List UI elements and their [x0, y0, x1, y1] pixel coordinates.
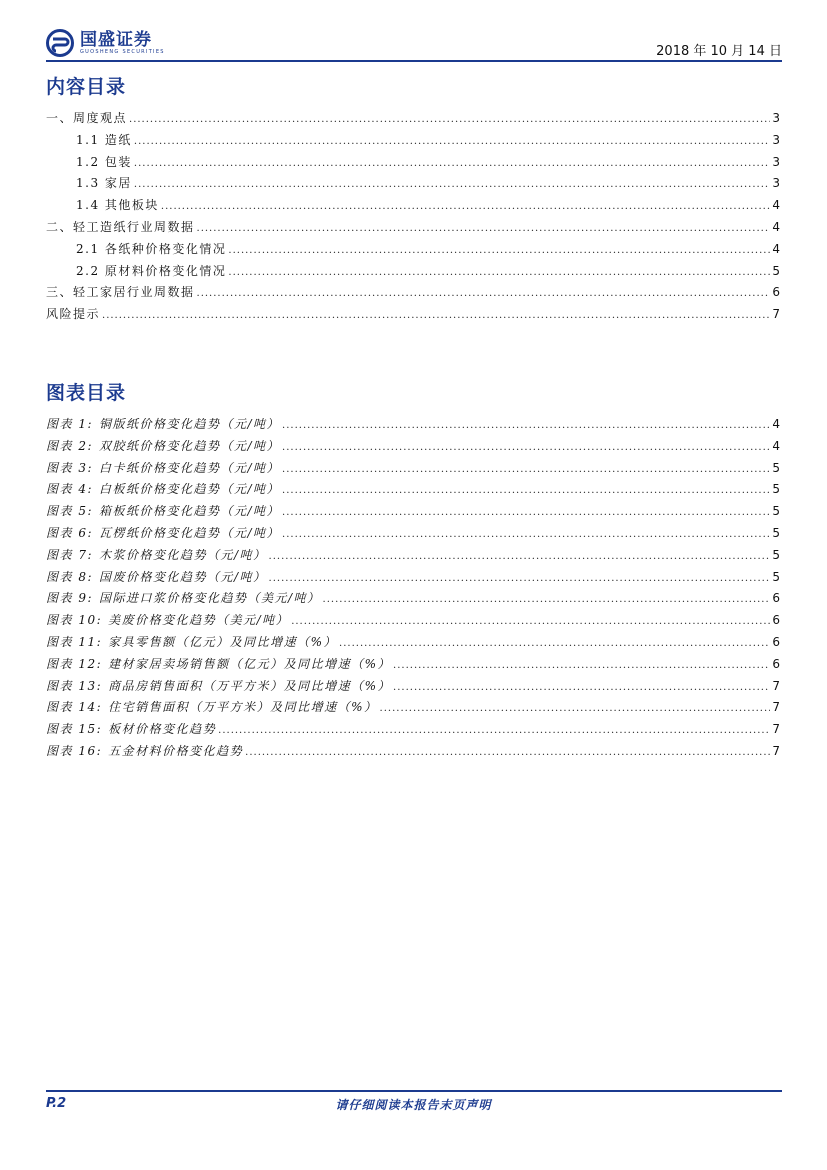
dot-leader — [282, 437, 770, 459]
figure-label: 美废价格变化趋势（美元/吨） — [108, 613, 290, 628]
figure-number: 图表 4: — [46, 482, 93, 497]
figure-label: 双胶纸价格变化趋势（元/吨） — [99, 438, 281, 453]
toc-entry-label: 2.1 各纸种价格变化情况 — [76, 241, 227, 256]
toc-entry[interactable] — [46, 108, 780, 130]
page-number: P.2 — [46, 1096, 67, 1111]
figure-entry[interactable] — [46, 697, 780, 719]
dot-leader — [197, 218, 771, 240]
toc-entry[interactable] — [46, 173, 780, 195]
figure-caption — [46, 632, 337, 654]
page-ref: 7 — [772, 722, 780, 737]
disclaimer-note: 请仔细阅读本报告末页声明 — [335, 1098, 492, 1112]
toc-entry[interactable] — [46, 282, 780, 304]
dot-leader — [282, 524, 770, 546]
figure-number: 图表 16: — [46, 743, 103, 758]
toc-entry[interactable] — [46, 239, 780, 261]
figure-entry[interactable] — [46, 479, 780, 501]
dot-leader — [134, 174, 770, 196]
figure-caption — [46, 676, 391, 698]
figure-entry[interactable] — [46, 567, 780, 589]
figure-entry[interactable] — [46, 414, 780, 436]
toc-entry[interactable] — [46, 217, 780, 239]
figure-label: 五金材料价格变化趋势 — [108, 743, 244, 758]
toc-entry[interactable] — [46, 261, 780, 283]
logo-english-name: GUOSHENG SECURITIES — [80, 48, 165, 55]
dot-leader — [269, 568, 771, 590]
figure-entry[interactable] — [46, 545, 780, 567]
figure-caption — [46, 501, 280, 523]
figure-caption — [46, 697, 378, 719]
toc-entry[interactable] — [46, 195, 780, 217]
dot-leader — [129, 109, 770, 131]
dot-leader — [269, 546, 771, 568]
figure-label: 铜版纸价格变化趋势（元/吨） — [99, 417, 281, 431]
logo — [46, 26, 165, 60]
figure-label: 国际进口浆价格变化趋势（美元/吨） — [99, 591, 321, 606]
dot-leader — [339, 633, 770, 655]
figure-label: 白板纸价格变化趋势（元/吨） — [99, 482, 281, 497]
figure-number: 图表 3: — [46, 460, 93, 475]
dot-leader — [282, 415, 770, 437]
dot-leader — [282, 480, 770, 502]
page-ref: 5 — [772, 569, 780, 584]
page-ref: 6 — [772, 634, 780, 649]
page-ref: 5 — [772, 525, 780, 540]
page-header — [46, 26, 782, 62]
figure-number: 图表 7: — [46, 547, 93, 562]
figure-label: 建材家居卖场销售额（亿元）及同比增速（%） — [108, 656, 392, 671]
figure-caption — [46, 479, 280, 501]
figure-number: 图表 5: — [46, 504, 93, 519]
figure-number: 图表 8: — [46, 569, 93, 584]
page-ref: 6 — [772, 656, 780, 671]
dot-leader — [393, 677, 770, 699]
figure-label: 白卡纸价格变化趋势（元/吨） — [99, 460, 281, 475]
page-ref: 4 — [772, 438, 780, 453]
figure-caption — [46, 741, 243, 763]
toc-title: 内容目录 — [46, 76, 127, 98]
figure-entry[interactable] — [46, 588, 780, 610]
dot-leader — [218, 720, 770, 742]
figures-title: 图表目录 — [46, 382, 127, 404]
page-ref: 4 — [772, 417, 780, 431]
dot-leader — [134, 131, 770, 153]
figure-number: 图表 10: — [46, 613, 103, 628]
toc-entry-label: 1.2 包装 — [76, 154, 132, 169]
header-divider — [46, 60, 782, 62]
page-ref: 5 — [772, 504, 780, 519]
figure-entry[interactable] — [46, 436, 780, 458]
page-ref: 3 — [772, 111, 780, 125]
figure-caption — [46, 545, 267, 567]
figure-label: 箱板纸价格变化趋势（元/吨） — [99, 504, 281, 519]
page-ref: 5 — [772, 263, 780, 278]
figure-caption — [46, 654, 391, 676]
toc-entry[interactable] — [46, 304, 780, 326]
page-ref: 7 — [772, 700, 780, 715]
page-ref: 7 — [772, 743, 780, 758]
report-date: 2018 年 10 月 14 日 — [656, 44, 782, 59]
page-ref: 5 — [772, 547, 780, 562]
page-ref: 7 — [772, 307, 780, 322]
dot-leader — [282, 459, 770, 481]
page-ref: 3 — [772, 154, 780, 169]
figure-number: 图表 2: — [46, 438, 93, 453]
figure-label: 瓦楞纸价格变化趋势（元/吨） — [99, 525, 281, 540]
page-ref: 6 — [772, 591, 780, 606]
dot-leader — [291, 611, 770, 633]
toc-entry-label: 三、轻工家居行业周数据 — [46, 285, 195, 300]
toc-entry[interactable] — [46, 130, 780, 152]
dot-leader — [380, 698, 771, 720]
dot-leader — [134, 153, 770, 175]
figure-number: 图表 6: — [46, 525, 93, 540]
figure-caption — [46, 719, 216, 741]
figure-caption — [46, 610, 289, 632]
figure-label: 商品房销售面积（万平方米）及同比增速（%） — [108, 678, 392, 693]
figure-label: 家具零售额（亿元）及同比增速（%） — [108, 634, 338, 649]
figure-label: 住宅销售面积（万平方米）及同比增速（%） — [108, 700, 378, 715]
figure-number: 图表 14: — [46, 700, 103, 715]
toc-entry-label: 1.4 其他板块 — [76, 198, 159, 213]
figure-number: 图表 1: — [46, 417, 93, 431]
figure-number: 图表 9: — [46, 591, 93, 606]
figure-label: 板材价格变化趋势 — [108, 722, 217, 737]
figure-entry[interactable] — [46, 741, 780, 763]
figure-entry[interactable] — [46, 610, 780, 632]
logo-chinese-name: 国盛证券 — [80, 29, 152, 50]
dot-leader — [197, 283, 771, 305]
toc-entry-label: 1.1 造纸 — [76, 132, 132, 147]
figure-caption — [46, 567, 267, 589]
figure-number: 图表 13: — [46, 678, 103, 693]
figure-caption — [46, 523, 280, 545]
figure-entry[interactable] — [46, 501, 780, 523]
dot-leader — [245, 742, 770, 764]
figure-label: 木浆价格变化趋势（元/吨） — [99, 547, 267, 562]
list-of-figures — [46, 414, 780, 763]
figure-caption — [46, 588, 321, 610]
figure-caption — [46, 436, 280, 458]
page-ref: 4 — [772, 198, 780, 213]
figure-entry[interactable] — [46, 523, 780, 545]
figure-caption — [46, 414, 280, 436]
figure-label: 国废价格变化趋势（元/吨） — [99, 569, 267, 584]
toc-entry-label: 二、轻工造纸行业周数据 — [46, 219, 195, 234]
dot-leader — [102, 305, 770, 327]
figure-caption — [46, 458, 280, 480]
page-ref: 3 — [772, 132, 780, 147]
page-ref: 3 — [772, 176, 780, 191]
figure-entry[interactable] — [46, 458, 780, 480]
dot-leader — [228, 240, 770, 262]
toc-entry-label: 一、周度观点 — [46, 111, 128, 125]
guosheng-logo-icon — [46, 29, 74, 57]
page-ref: 4 — [772, 219, 780, 234]
toc-entry-label: 1.3 家居 — [76, 176, 132, 191]
dot-leader — [282, 502, 770, 524]
toc-entry[interactable] — [46, 152, 780, 174]
footer-divider — [46, 1090, 782, 1092]
table-of-contents — [46, 108, 780, 326]
dot-leader — [161, 196, 770, 218]
figure-number: 图表 11: — [46, 634, 103, 649]
dot-leader — [228, 262, 770, 284]
figure-number: 图表 12: — [46, 656, 103, 671]
dot-leader — [393, 655, 770, 677]
page-ref: 5 — [772, 460, 780, 475]
toc-entry-label: 风险提示 — [46, 307, 101, 322]
page-ref: 7 — [772, 678, 780, 693]
figure-entry[interactable] — [46, 632, 780, 654]
figure-number: 图表 15: — [46, 722, 103, 737]
page-ref: 6 — [772, 285, 780, 300]
page-ref: 5 — [772, 482, 780, 497]
page-ref: 6 — [772, 613, 780, 628]
page-ref: 4 — [772, 241, 780, 256]
toc-entry-label: 2.2 原材料价格变化情况 — [76, 263, 227, 278]
figure-entry[interactable] — [46, 676, 780, 698]
dot-leader — [323, 589, 771, 611]
figure-entry[interactable] — [46, 719, 780, 741]
figure-entry[interactable] — [46, 654, 780, 676]
